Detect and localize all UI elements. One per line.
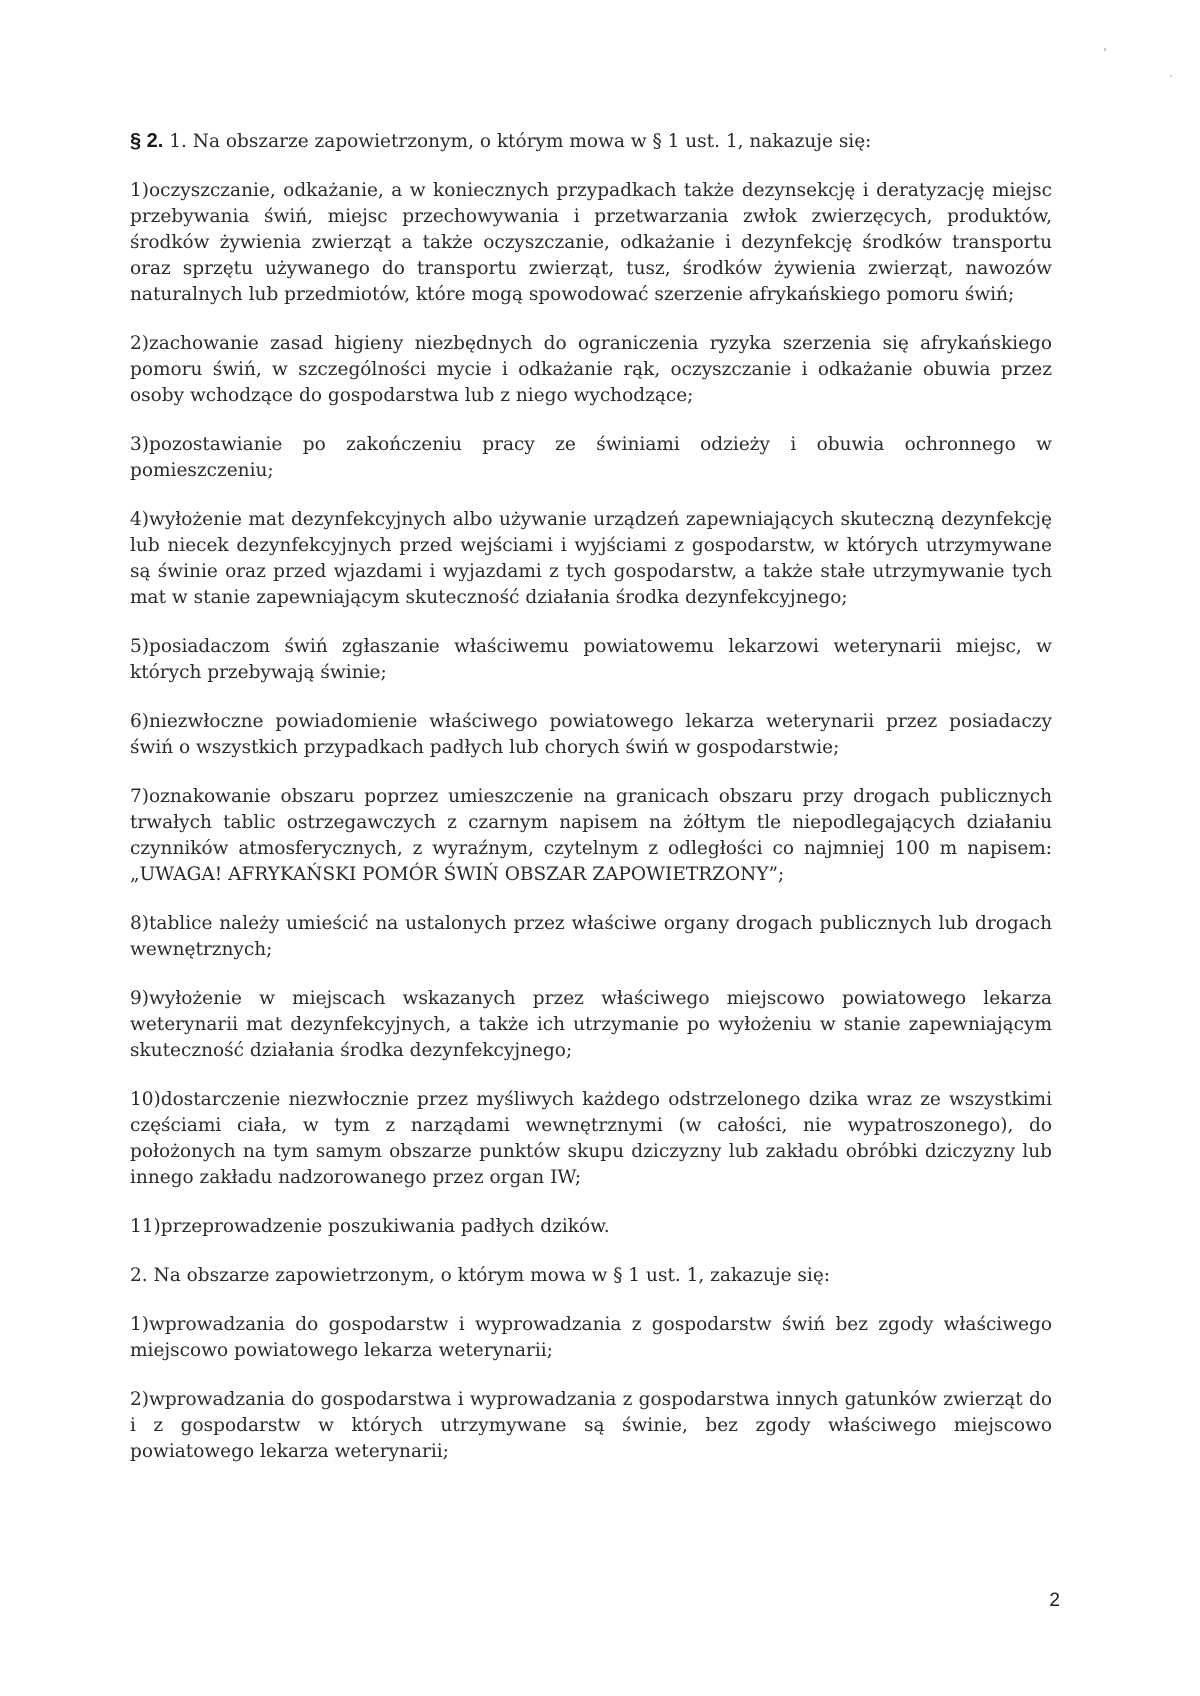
item-number: 11) [130, 1216, 161, 1237]
item-number: 9) [130, 988, 149, 1009]
item-text: wprowadzania do gospodarstwa i wyprowadzania z gospodarstwa innych gatunków zwierząt do i z gospodarstw w których utrzymywane są świnie, bez zgody właściwego miejscowo powiatowego lekarza weterynarii; [130, 1389, 1052, 1462]
scan-speck [1170, 75, 1172, 77]
item-number: 2) [130, 333, 149, 354]
item-number: 8) [130, 913, 149, 934]
item-number: 6) [130, 711, 149, 732]
list-item [130, 986, 1052, 1064]
item-text: wprowadzania do gospodarstw i wyprowadzania z gospodarstw świń bez zgody właściwego miejscowo powiatowego lekarza weterynarii; [130, 1314, 1052, 1361]
page-number: 2 [1049, 1590, 1060, 1611]
list-item [130, 178, 1052, 308]
item-text: dostarczenie niezwłocznie przez myśliwych każdego odstrzelonego dzika wraz ze wszystkimi częściami ciała, w tym z narządami wewnętrznymi (w całości, nie wypatroszonego), do położonych na tym samym obszarze punktów skupu dziczyzny lub zakładu obróbki dziczyzny lub innego zakładu nadzorowanego przez organ IW; [130, 1089, 1052, 1188]
item-number: 1) [130, 1314, 149, 1335]
section-intro: 1. Na obszarze zapowietrzonym, o którym mowa w § 1 ust. 1, nakazuje się: [163, 131, 872, 152]
item-number: 7) [130, 786, 149, 807]
item-number: 10) [130, 1089, 161, 1110]
list-item [130, 1214, 1052, 1240]
section-symbol: § 2. [130, 130, 164, 152]
item-text: przeprowadzenie poszukiwania padłych dzików. [160, 1216, 610, 1237]
list-item [130, 432, 1052, 484]
item-number: 2) [130, 1389, 149, 1410]
item-text: posiadaczom świń zgłaszanie właściwemu powiatowemu lekarzowi weterynarii miejsc, w których przebywają świnie; [130, 636, 1052, 683]
item-number: 3) [130, 434, 149, 455]
list-item [130, 784, 1052, 888]
list-item [130, 507, 1052, 611]
list-item [130, 1387, 1052, 1465]
item-text: oznakowanie obszaru poprzez umieszczenie na granicach obszaru przy drogach publicznych trwałych tablic ostrzegawczych z czarnym napisem na żółtym tle niepodlegających działaniu czynników atmosferycznych, z wyraźnym, czytelnym z odległości co najmniej 100 m napisem: „UWAGA! AFRYKAŃSKI POMÓR ŚWIŃ OBSZAR ZAPOWIETRZONY”; [130, 786, 1052, 885]
item-number: 4) [130, 509, 149, 530]
item-text: wyłożenie w miejscach wskazanych przez właściwego miejscowo powiatowego lekarza weterynarii mat dezynfekcyjnych, a także ich utrzymanie po wyłożeniu w stanie zapewniającym skuteczność działania środka dezynfekcyjnego; [130, 988, 1052, 1061]
item-text: zachowanie zasad higieny niezbędnych do ograniczenia ryzyka szerzenia się afrykańskiego pomoru świń, w szczególności mycie i odkażanie rąk, oczyszczanie i odkażanie obuwia przez osoby wchodzące do gospodarstwa lub z niego wychodzące; [130, 333, 1052, 406]
list-item [130, 1312, 1052, 1364]
list-item [130, 911, 1052, 963]
list-item [130, 634, 1052, 686]
item-text: tablice należy umieścić na ustalonych przez właściwe organy drogach publicznych lub drogach wewnętrznych; [130, 913, 1052, 960]
item-number: 5) [130, 636, 149, 657]
item-number: 1) [130, 180, 149, 201]
section-intro-2: 2. Na obszarze zapowietrzonym, o którym mowa w § 1 ust. 1, zakazuje się: [130, 1265, 831, 1286]
section-heading [130, 128, 1052, 155]
item-text: niezwłoczne powiadomienie właściwego powiatowego lekarza weterynarii przez posiadaczy świń o wszystkich przypadkach padłych lub chorych świń w gospodarstwie; [130, 711, 1052, 758]
document-body [130, 128, 1052, 1488]
list-item [130, 709, 1052, 761]
item-text: wyłożenie mat dezynfekcyjnych albo używanie urządzeń zapewniających skuteczną dezynfekcję lub niecek dezynfekcyjnych przed wejściami i wyjściami z gospodarstw, w których utrzymywane są świnie oraz przed wjazdami i wyjazdami z tych gospodarstw, a także stałe utrzymywanie tych mat w stanie zapewniającym skuteczność działania środka dezynfekcyjnego; [130, 509, 1052, 608]
item-text: pozostawianie po zakończeniu pracy ze świniami odzieży i obuwia ochronnego w pomieszczeniu; [130, 434, 1052, 481]
scan-speck [1104, 48, 1106, 51]
item-text: oczyszczanie, odkażanie, a w koniecznych przypadkach także dezynsekcję i deratyzację miejsc przebywania świń, miejsc przechowywania i przetwarzania zwłok zwierzęcych, produktów, środków żywienia zwierząt a także oczyszczanie, odkażanie i dezynfekcję środków transportu oraz sprzętu używanego do transportu zwierząt, tusz, środków żywienia zwierząt, nawozów naturalnych lub przedmiotów, które mogą spowodować szerzenie afrykańskiego pomoru świń; [130, 180, 1052, 305]
list-item [130, 331, 1052, 409]
list-item [130, 1087, 1052, 1191]
